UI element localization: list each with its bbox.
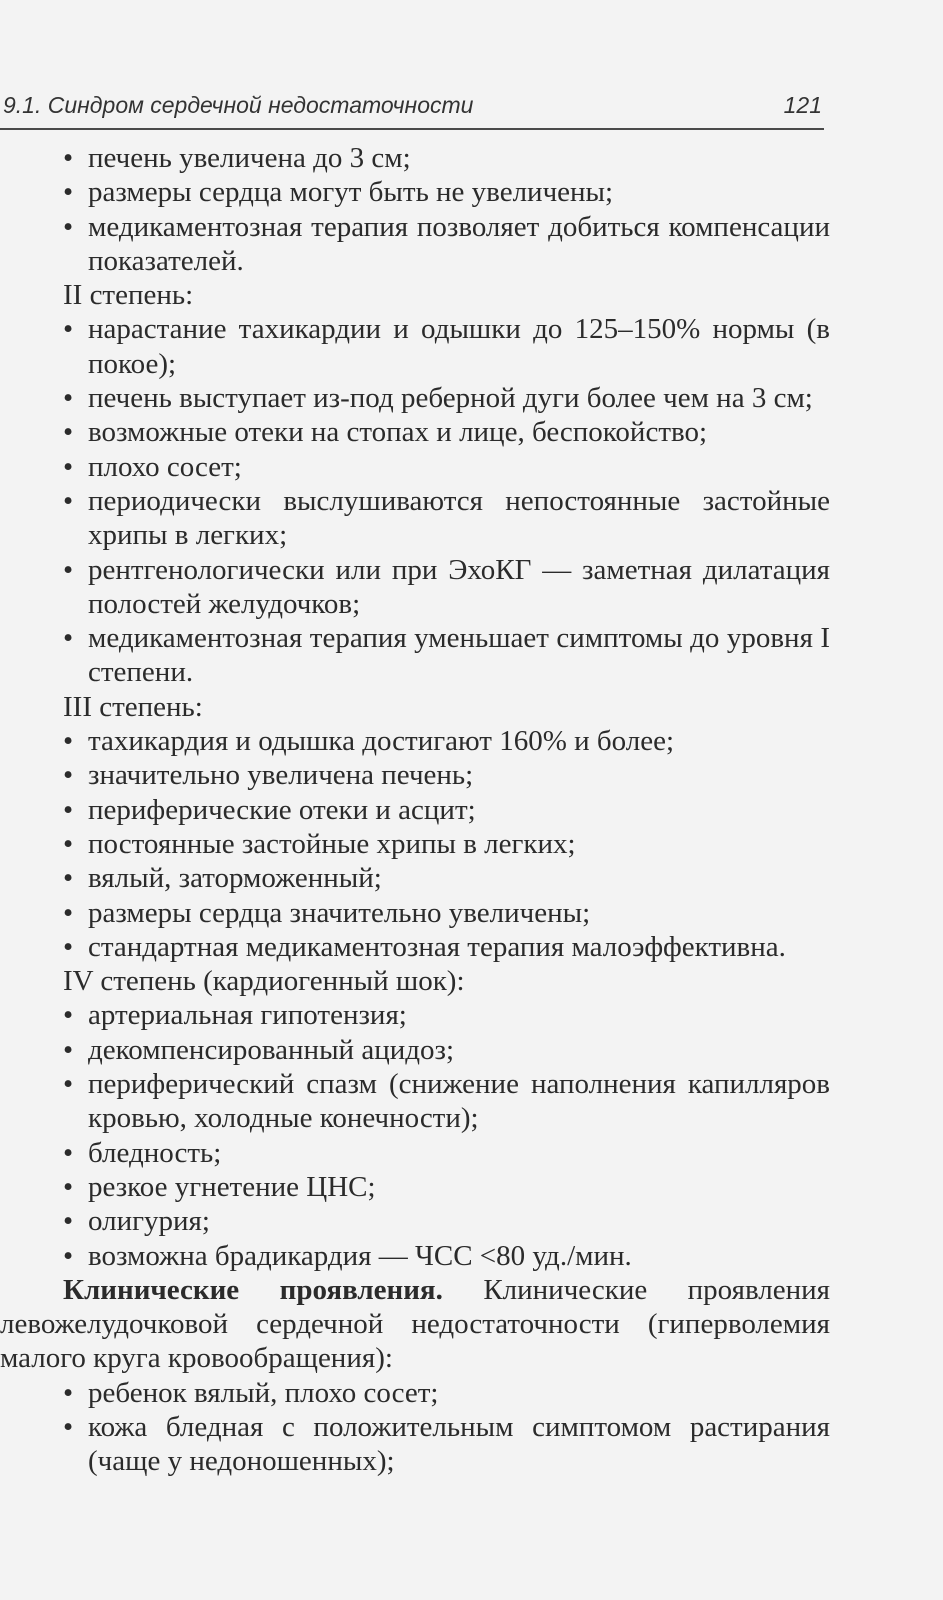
list-item: • олигурия;: [0, 1204, 830, 1238]
body-text: [0, 141, 830, 1479]
list-item: • декомпенсированный ацидоз;: [0, 1033, 830, 1067]
list-item: • кожа бледная с положительным симптомом растирания (чаще у недоношенных);: [0, 1410, 830, 1479]
list-item: • ребенок вялый, плохо сосет;: [0, 1376, 830, 1410]
degree-2-list: [0, 312, 830, 689]
list-item: • плохо сосет;: [0, 450, 830, 484]
list-item: • вялый, заторможенный;: [0, 861, 830, 895]
list-item: • периферический спазм (снижение наполнения капилляров кровью, холодные конечности);: [0, 1067, 830, 1136]
list-item: • медикаментозная терапия уменьшает симптомы до уровня I степени.: [0, 621, 830, 690]
clinical-list: [0, 1376, 830, 1479]
clinical-paragraph: [0, 1273, 830, 1376]
list-item: • рентгенологически или при ЭхоКГ — заметная дилатация полостей желудочков;: [0, 553, 830, 622]
list-item: • стандартная медикаментозная терапия малоэффективна.: [0, 930, 830, 964]
list-item: • постоянные застойные хрипы в легких;: [0, 827, 830, 861]
list-item: • размеры сердца значительно увеличены;: [0, 896, 830, 930]
list-item: • значительно увеличена печень;: [0, 758, 830, 792]
clinical-lead: Клинические проявления.: [63, 1273, 443, 1306]
list-item: • нарастание тахикардии и одышки до 125–150% нормы (в покое);: [0, 312, 830, 381]
list-item: • тахикардия и одышка достигают 160% и более;: [0, 724, 830, 758]
degree-4-heading: IV степень (кардиогенный шок):: [63, 965, 465, 998]
list-item: • возможные отеки на стопах и лице, беспокойство;: [0, 415, 830, 449]
degree-4-list: [0, 998, 830, 1272]
running-header: [0, 86, 824, 130]
running-title: 9.1. Синдром сердечной недостаточности: [3, 92, 474, 118]
list-item: • периодически выслушиваются непостоянные застойные хрипы в легких;: [0, 484, 830, 553]
degree-2-heading: II степень:: [63, 279, 194, 312]
list-item: • артериальная гипотензия;: [0, 998, 830, 1032]
list-item: • печень выступает из-под реберной дуги более чем на 3 см;: [0, 381, 830, 415]
list-item: • периферические отеки и асцит;: [0, 793, 830, 827]
top-bullet-list: [0, 141, 830, 278]
list-item: • бледность;: [0, 1136, 830, 1170]
list-item: • размеры сердца могут быть не увеличены;: [0, 175, 830, 209]
degree-3-list: [0, 724, 830, 964]
degree-3-heading: III степень:: [63, 690, 203, 723]
list-item: • резкое угнетение ЦНС;: [0, 1170, 830, 1204]
page-number: 121: [783, 92, 822, 118]
list-item: • возможна брадикардия — ЧСС <80 уд./мин.: [0, 1239, 830, 1273]
clinical-text: Клинические проявления левожелудочковой сердечной недостаточности (гиперволемия малого круга кровообращения):: [0, 1273, 831, 1375]
list-item: • медикаментозная терапия позволяет добиться компенсации показателей.: [0, 210, 830, 279]
list-item: • печень увеличена до 3 см;: [0, 141, 830, 175]
